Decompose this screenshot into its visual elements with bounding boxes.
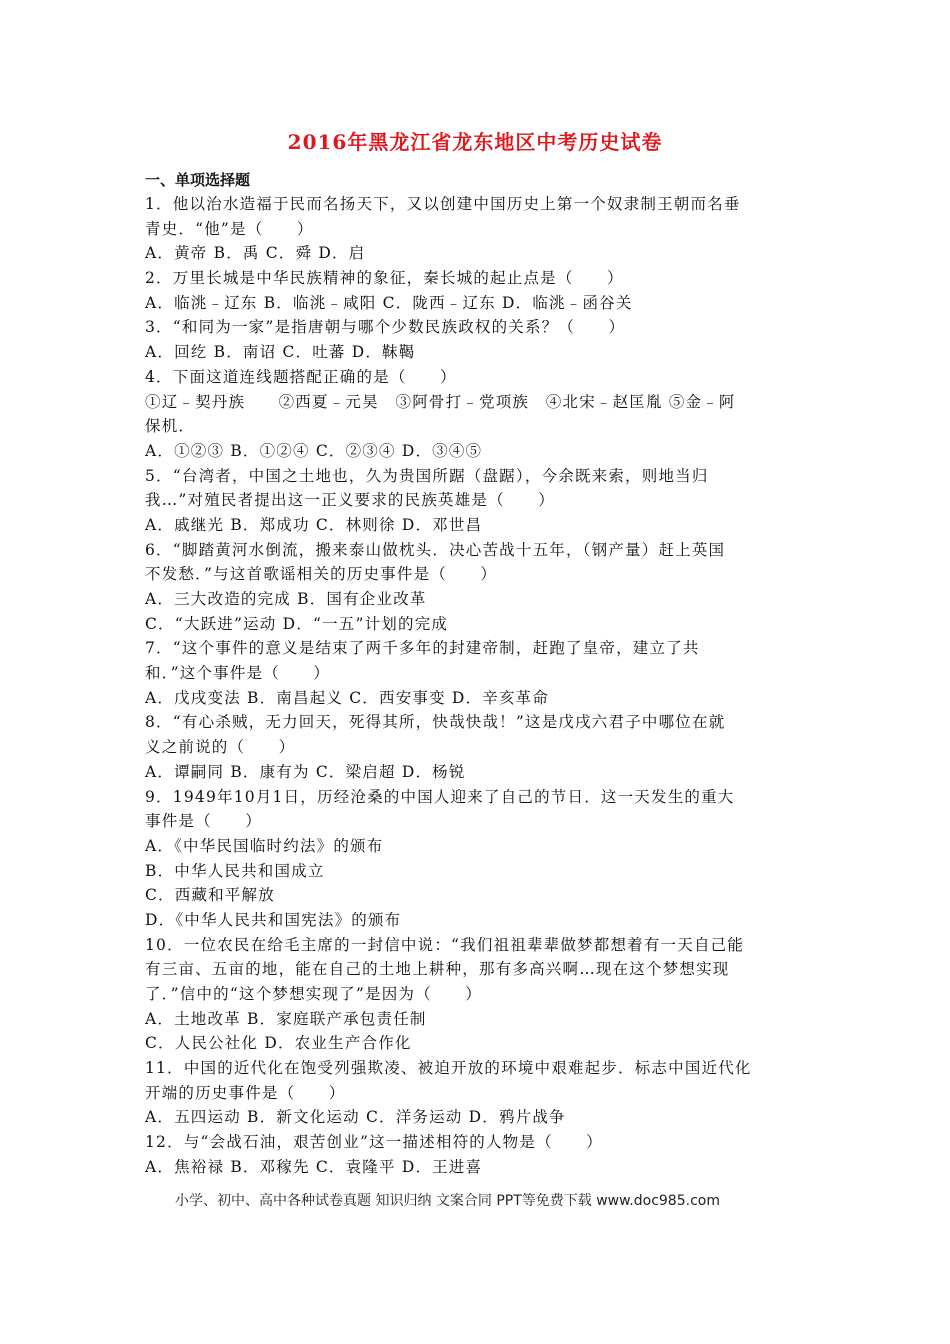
text-line: 有三亩、五亩的地，能在自己的土地上耕种，那有多高兴啊…现在这个梦想实现 (145, 960, 730, 979)
text-line: 不发愁．”与这首歌谣相关的历史事件是（ ） (145, 565, 498, 584)
text-line: 3．“和同为一家”是指唐朝与哪个少数民族政权的关系？（ ） (145, 318, 626, 337)
text-line: 义之前说的（ ） (145, 738, 296, 757)
text-line: A．戚继光 B．郑成功 C．林则徐 D．邓世昌 (145, 515, 483, 534)
text-line: 开端的历史事件是（ ） (145, 1083, 346, 1102)
text-line: A．三大改造的完成 B．国有企业改革 (145, 590, 427, 608)
text-line: 9．1949年10月1日，历经沧桑的中国人迎来了自己的节日．这一天发生的重大 (145, 787, 735, 806)
section-heading: 一、单项选择题 (145, 171, 251, 189)
text-line: A．《中华民国临时约法》的颁布 (145, 836, 384, 855)
text-line: A．戊戌变法 B．南昌起义 C．西安事变 D．辛亥革命 (145, 688, 550, 707)
text-line: ①辽﹣契丹族 ②西夏﹣元昊 ③阿骨打﹣党项族 ④北宋﹣赵匡胤 ⑤金﹣阿 (145, 392, 736, 411)
text-line: 4．下面这道连线题搭配正确的是（ ） (145, 367, 457, 386)
text-line: 8．“有心杀贼，无力回天，死得其所，快哉快哉！”这是戊戌六君子中哪位在就 (145, 713, 726, 732)
text-line: 了．”信中的“这个梦想实现了”是因为（ ） (145, 985, 482, 1003)
text-line: 5．“台湾者，中国之土地也，久为贵国所踞（盘踞），今余既来索，则地当归 (145, 466, 709, 485)
text-line: A．临洮﹣辽东 B．临洮﹣咸阳 C．陇西﹣辽东 D．临洮﹣函谷关 (145, 293, 633, 312)
text-line: 6．“脚踏黄河水倒流，搬来泰山做枕头．决心苦战十五年，（钢产量）赶上英国 (145, 540, 726, 559)
text-line: 11．中国的近代化在饱受列强欺凌、被迫开放的环境中艰难起步．标志中国近代化 (145, 1059, 752, 1078)
text-line: 2．万里长城是中华民族精神的象征，秦长城的起止点是（ ） (145, 269, 624, 288)
document-title: 2016年黑龙江省龙东地区中考历史试卷 (287, 130, 663, 154)
text-line: A．黄帝 B．禹 C．舜 D．启 (145, 244, 366, 263)
text-line: A．土地改革 B．家庭联产承包责任制 (145, 1009, 427, 1028)
text-line: 12．与“会战石油，艰苦创业”这一描述相符的人物是（ ） (145, 1133, 603, 1152)
text-line: C．“大跃进”运动 D．“一五”计划的完成 (145, 614, 449, 633)
text-line: A．五四运动 B．新文化运动 C．洋务运动 D．鸦片战争 (145, 1108, 566, 1127)
text-line: 1．他以治水造福于民而名扬天下，又以创建中国历史上第一个奴隶制王朝而名垂 (145, 195, 741, 213)
text-line: 10．一位农民在给毛主席的一封信中说：“我们祖祖辈辈做梦都想着有一天自己能 (145, 935, 745, 954)
text-line: D．《中华人民共和国宪法》的颁布 (145, 910, 402, 929)
text-line: A．焦裕禄 B．邓稼先 C．袁隆平 D．王进喜 (145, 1157, 483, 1176)
text-line: 7．“这个事件的意义是结束了两千多年的封建帝制，赶跑了皇帝，建立了共 (145, 639, 700, 658)
text-line: B．中华人民共和国成立 (145, 861, 325, 880)
question-list (145, 192, 810, 1180)
text-line: A．①②③ B．①②④ C．②③④ D．③④⑤ (145, 441, 483, 460)
text-line: C．西藏和平解放 (145, 886, 275, 905)
text-line: 我…”对殖民者提出这一正义要求的民族英雄是（ ） (145, 491, 555, 510)
footer-text: 小学、初中、高中各种试卷真题 知识归纳 文案合同 PPT等免费下载 www.doc985.com (175, 1193, 720, 1209)
text-line: 保机． (145, 417, 196, 436)
text-line: C．人民公社化 D．农业生产合作化 (145, 1034, 412, 1053)
text-line: A．回纥 B．南诏 C．吐蕃 D．靺鞨 (145, 343, 416, 362)
text-line: 青史．“他”是（ ） (145, 219, 314, 238)
text-line: 事件是（ ） (145, 812, 262, 831)
text-line: A．谭嗣同 B．康有为 C．梁启超 D．杨锐 (145, 762, 466, 781)
text-line: 和．”这个事件是（ ） (145, 664, 331, 683)
